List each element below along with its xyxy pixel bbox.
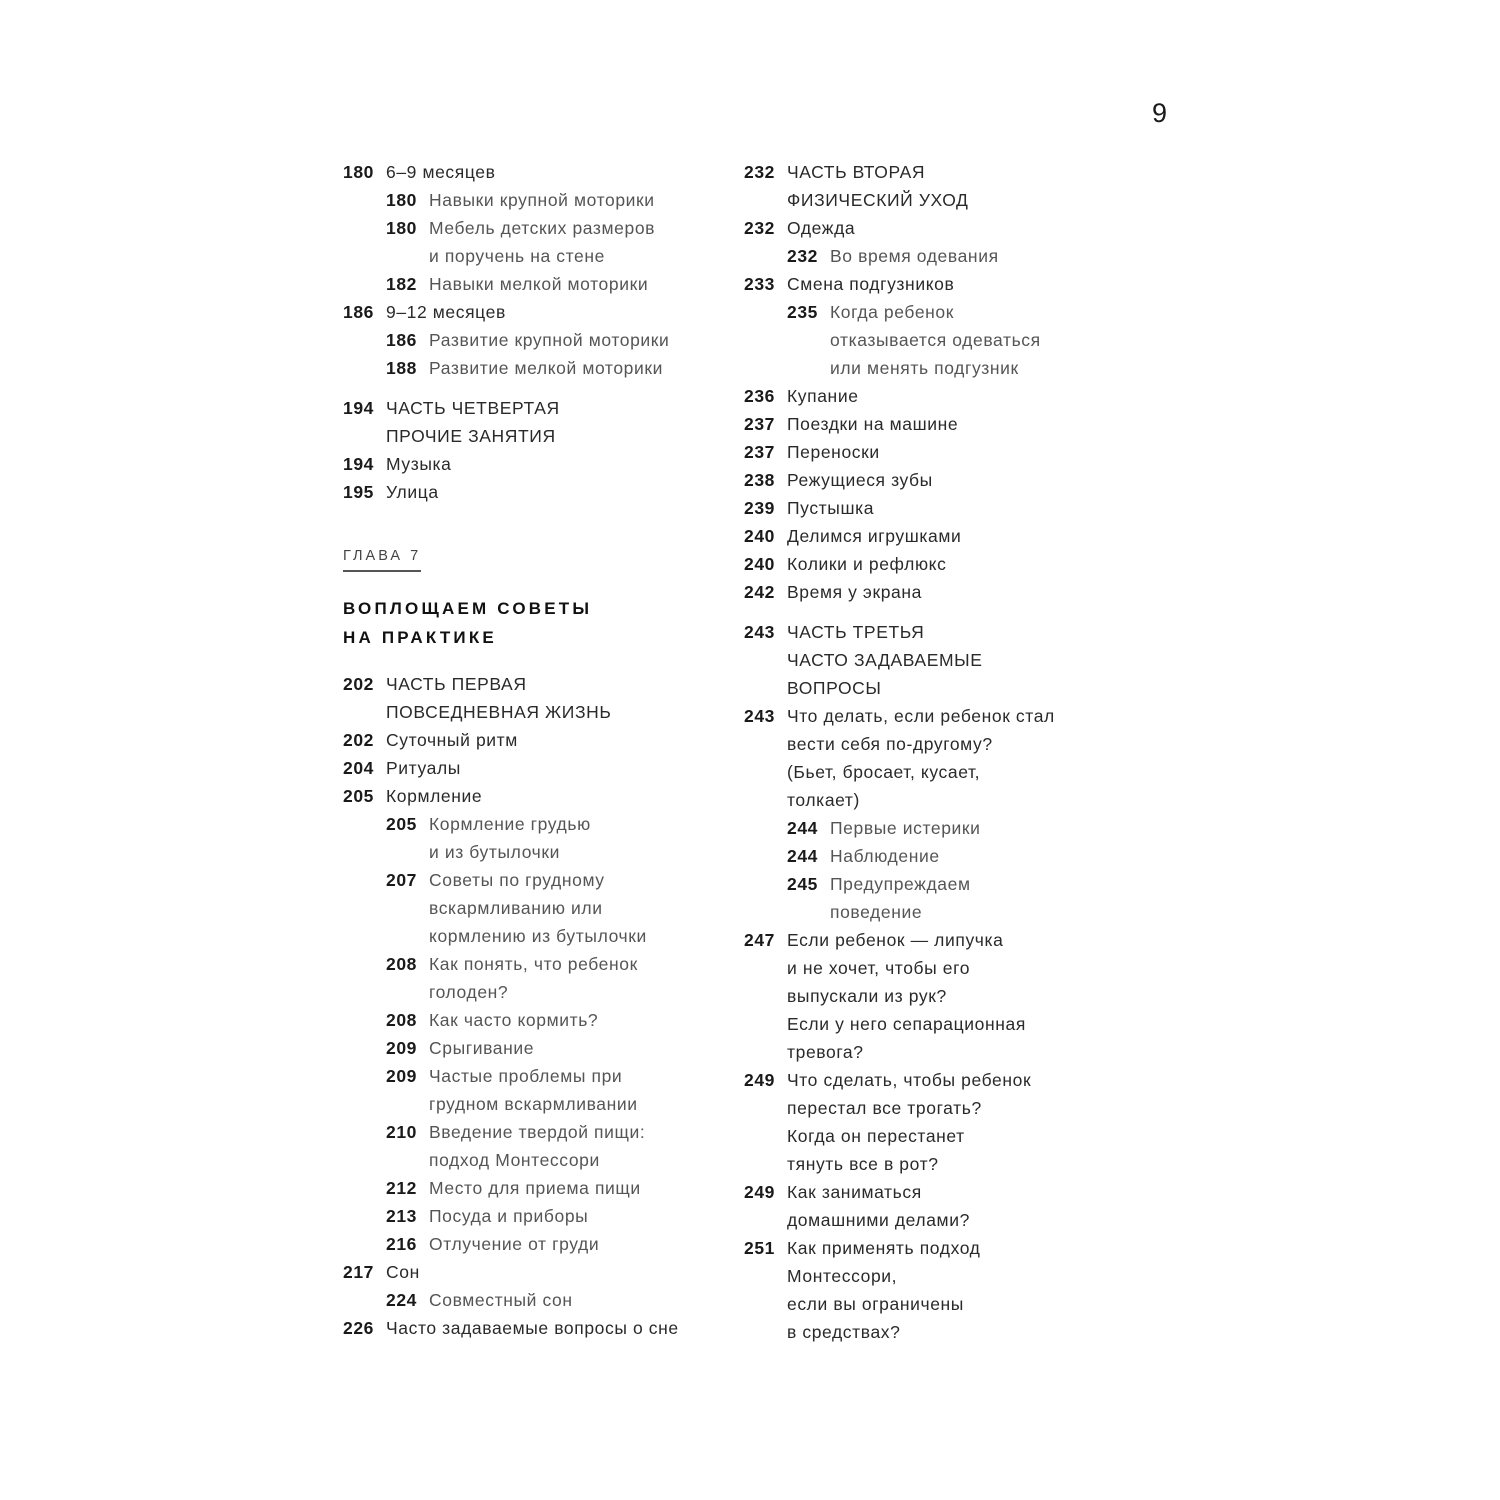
toc-title-line: если вы ограничены <box>787 1294 964 1314</box>
toc-title-line: Совместный сон <box>429 1290 573 1310</box>
toc-title <box>787 1234 1134 1346</box>
toc-title <box>787 578 1134 606</box>
toc-title <box>429 1006 733 1034</box>
toc-title-line: Сон <box>386 1262 420 1282</box>
toc-page-number: 232 <box>787 246 818 266</box>
toc-title <box>787 550 1134 578</box>
toc-title-line: грудном вскармливании <box>429 1094 638 1114</box>
toc-title-line: Предупреждаем <box>830 874 971 894</box>
toc-title <box>386 450 733 478</box>
toc-title-line: и не хочет, чтобы его <box>787 958 971 978</box>
toc-page-number: 239 <box>744 498 775 518</box>
toc-entry <box>744 410 1134 438</box>
toc-entry <box>744 270 1134 298</box>
toc-entry <box>343 754 733 782</box>
toc-title <box>429 1062 733 1118</box>
toc-title-line: ЧАСТЬ ТРЕТЬЯ <box>787 622 925 642</box>
toc-right-column <box>744 158 1134 1346</box>
toc-title <box>787 438 1134 466</box>
toc-title-line: Навыки крупной моторики <box>429 190 655 210</box>
toc-entry <box>343 450 733 478</box>
toc-subentry <box>386 270 733 298</box>
toc-title <box>429 270 733 298</box>
toc-entry <box>744 702 1134 814</box>
toc-title-line: Если у него сепарационная <box>787 1014 1026 1034</box>
toc-subentry <box>787 242 1134 270</box>
toc-title-line: или менять подгузник <box>830 358 1019 378</box>
toc-title-line: 9–12 месяцев <box>386 302 506 322</box>
toc-page-number: 182 <box>386 274 417 294</box>
toc-entry <box>744 1234 1134 1346</box>
toc-subentry <box>386 1174 733 1202</box>
toc-entry <box>343 158 733 186</box>
toc-group <box>343 158 733 382</box>
toc-title-line: Суточный ритм <box>386 730 518 750</box>
toc-subentry <box>386 1034 733 1062</box>
toc-entry <box>744 382 1134 410</box>
toc-title <box>830 870 1134 926</box>
toc-entry <box>343 782 733 810</box>
toc-group <box>343 394 733 506</box>
toc-title-line: вскармливанию или <box>429 898 603 918</box>
toc-page-number: 245 <box>787 874 818 894</box>
toc-title <box>429 1202 733 1230</box>
toc-title-line: Что делать, если ребенок стал <box>787 706 1055 726</box>
toc-title-line: вести себя по-другому? <box>787 734 993 754</box>
toc-title <box>386 158 733 186</box>
toc-title-line: в средствах? <box>787 1322 901 1342</box>
toc-subentry <box>787 298 1134 382</box>
toc-title <box>830 814 1134 842</box>
toc-title-line: Когда ребенок <box>830 302 955 322</box>
toc-entry <box>744 494 1134 522</box>
toc-title <box>830 298 1134 382</box>
toc-title <box>429 354 733 382</box>
toc-title <box>787 214 1134 242</box>
toc-title-line: Музыка <box>386 454 452 474</box>
toc-page-number: 202 <box>343 730 374 750</box>
chapter-title-line: НА ПРАКТИКЕ <box>343 628 497 647</box>
toc-title-line: Введение твердой пищи: <box>429 1122 646 1142</box>
toc-title-line: Как часто кормить? <box>429 1010 599 1030</box>
toc-title-line: Одежда <box>787 218 856 238</box>
toc-title-line: Когда он перестанет <box>787 1126 965 1146</box>
toc-page-number: 235 <box>787 302 818 322</box>
toc-title-line: ФИЗИЧЕСКИЙ УХОД <box>787 190 969 210</box>
toc-title-line: Частые проблемы при <box>429 1066 623 1086</box>
toc-page-number: 226 <box>343 1318 374 1338</box>
toc-title-line: и из бутылочки <box>429 842 560 862</box>
toc-page-number: 247 <box>744 930 775 950</box>
toc-title-line: Пустышка <box>787 498 875 518</box>
toc-title <box>787 522 1134 550</box>
toc-title <box>787 158 1134 214</box>
toc-title-line: Улица <box>386 482 439 502</box>
toc-page-number: 240 <box>744 526 775 546</box>
toc-page-number: 209 <box>386 1066 417 1086</box>
toc-page-number: 232 <box>744 162 775 182</box>
toc-page-number: 238 <box>744 470 775 490</box>
toc-title <box>429 810 733 866</box>
toc-title <box>787 410 1134 438</box>
toc-entry <box>744 550 1134 578</box>
toc-title <box>787 1066 1134 1178</box>
toc-title <box>787 1178 1134 1234</box>
toc-entry <box>744 466 1134 494</box>
toc-group <box>744 158 1134 606</box>
toc-entry <box>744 1066 1134 1178</box>
toc-subentry <box>787 814 1134 842</box>
toc-entry <box>744 438 1134 466</box>
toc-page-number: 212 <box>386 1178 417 1198</box>
toc-page-number: 233 <box>744 274 775 294</box>
toc-title-line: Часто задаваемые вопросы о сне <box>386 1318 679 1338</box>
toc-subentry <box>386 214 733 270</box>
toc-page-number: 180 <box>386 190 417 210</box>
toc-page-number: 208 <box>386 1010 417 1030</box>
toc-title-line: толкает) <box>787 790 860 810</box>
toc-entry <box>744 522 1134 550</box>
toc-page-number: 194 <box>343 454 374 474</box>
toc-title <box>429 866 733 950</box>
toc-title-line: отказывается одеваться <box>830 330 1041 350</box>
toc-title-line: Развитие мелкой моторики <box>429 358 663 378</box>
toc-title-line: ВОПРОСЫ <box>787 678 882 698</box>
toc-title-line: тревога? <box>787 1042 864 1062</box>
toc-page-number: 237 <box>744 442 775 462</box>
toc-title-line: ПРОЧИЕ ЗАНЯТИЯ <box>386 426 556 446</box>
toc-title <box>386 754 733 782</box>
toc-page-number: 205 <box>386 814 417 834</box>
toc-page-number: 240 <box>744 554 775 574</box>
toc-page-number: 243 <box>744 706 775 726</box>
toc-title <box>429 1034 733 1062</box>
toc-title <box>386 478 733 506</box>
toc-title <box>787 702 1134 814</box>
toc-subentry <box>386 1286 733 1314</box>
toc-entry <box>343 1258 733 1286</box>
toc-page-number: 236 <box>744 386 775 406</box>
toc-entry <box>343 1314 733 1342</box>
toc-title-line: Ритуалы <box>386 758 461 778</box>
toc-page-number: 210 <box>386 1122 417 1142</box>
toc-title-line: Смена подгузников <box>787 274 955 294</box>
toc-title <box>429 950 733 1006</box>
toc-subentry <box>787 842 1134 870</box>
toc-title-line: Как применять подход <box>787 1238 981 1258</box>
toc-subentry <box>386 354 733 382</box>
toc-title <box>787 494 1134 522</box>
toc-title-line: Место для приема пищи <box>429 1178 641 1198</box>
toc-page-number: 180 <box>343 162 374 182</box>
page-number: 9 <box>1152 98 1168 128</box>
toc-group <box>343 670 733 1342</box>
toc-title-line: перестал все трогать? <box>787 1098 982 1118</box>
toc-title-line: тянуть все в рот? <box>787 1154 939 1174</box>
toc-title-line: голоден? <box>429 982 509 1002</box>
toc-title-line: 6–9 месяцев <box>386 162 496 182</box>
toc-title <box>386 670 733 726</box>
toc-page-number: 244 <box>787 818 818 838</box>
toc-title-line: ЧАСТЬ ВТОРАЯ <box>787 162 926 182</box>
toc-title <box>386 298 733 326</box>
toc-title <box>386 782 733 810</box>
toc-title-line: Кормление грудью <box>429 814 591 834</box>
toc-title-line: ЧАСТЬ ПЕРВАЯ <box>386 674 527 694</box>
toc-entry <box>744 158 1134 214</box>
chapter-title <box>343 594 733 652</box>
toc-title-line: Наблюдение <box>830 846 940 866</box>
toc-page-number: 216 <box>386 1234 417 1254</box>
toc-page-number: 202 <box>343 674 374 694</box>
toc-title <box>830 242 1134 270</box>
toc-title <box>830 842 1134 870</box>
toc-title <box>386 1258 733 1286</box>
toc-entry <box>343 298 733 326</box>
toc-title-line: Поездки на машине <box>787 414 959 434</box>
toc-page-number: 204 <box>343 758 374 778</box>
toc-subentry <box>386 186 733 214</box>
toc-entry <box>744 1178 1134 1234</box>
toc-title <box>386 726 733 754</box>
toc-page-number: 208 <box>386 954 417 974</box>
toc-page-number: 195 <box>343 482 374 502</box>
toc-title-line: ПОВСЕДНЕВНАЯ ЖИЗНЬ <box>386 702 612 722</box>
toc-entry <box>744 618 1134 702</box>
toc-entry <box>744 214 1134 242</box>
toc-title-line: выпускали из рук? <box>787 986 947 1006</box>
toc-entry <box>343 670 733 726</box>
toc-title <box>429 1230 733 1258</box>
toc-entry <box>744 578 1134 606</box>
toc-title-line: кормлению из бутылочки <box>429 926 647 946</box>
toc-title-line: Режущиеся зубы <box>787 470 933 490</box>
toc-title-line: ЧАСТЬ ЧЕТВЕРТАЯ <box>386 398 560 418</box>
toc-page-number: 232 <box>744 218 775 238</box>
toc-title <box>429 326 733 354</box>
toc-title <box>429 1118 733 1174</box>
toc-page-number: 237 <box>744 414 775 434</box>
toc-page-number: 194 <box>343 398 374 418</box>
toc-title-line: Что сделать, чтобы ребенок <box>787 1070 1032 1090</box>
toc-title-line: (Бьет, бросает, кусает, <box>787 762 981 782</box>
toc-page-number: 251 <box>744 1238 775 1258</box>
toc-title-line: Развитие крупной моторики <box>429 330 670 350</box>
toc-title-line: Первые истерики <box>830 818 981 838</box>
toc-entry <box>343 726 733 754</box>
toc-title-line: ЧАСТО ЗАДАВАЕМЫЕ <box>787 650 983 670</box>
toc-left-column <box>343 158 733 1342</box>
toc-title-line: Советы по грудному <box>429 870 605 890</box>
toc-title <box>386 1314 733 1342</box>
toc-page-number: 243 <box>744 622 775 642</box>
toc-title-line: Отлучение от груди <box>429 1234 600 1254</box>
toc-title-line: Переноски <box>787 442 880 462</box>
toc-title-line: подход Монтессори <box>429 1150 600 1170</box>
toc-title-line: Если ребенок — липучка <box>787 930 1004 950</box>
toc-title-line: Как понять, что ребенок <box>429 954 638 974</box>
toc-title-line: Монтессори, <box>787 1266 898 1286</box>
toc-page-number: 224 <box>386 1290 417 1310</box>
toc-subentry <box>386 326 733 354</box>
toc-entry <box>744 926 1134 1066</box>
toc-title <box>787 618 1134 702</box>
toc-title <box>429 186 733 214</box>
toc-title-line: домашними делами? <box>787 1210 970 1230</box>
toc-title <box>429 214 733 270</box>
toc-title <box>787 466 1134 494</box>
toc-subentry <box>787 870 1134 926</box>
toc-subentry <box>386 1006 733 1034</box>
toc-title-line: Мебель детских размеров <box>429 218 656 238</box>
toc-title-line: поведение <box>830 902 923 922</box>
toc-title-line: Время у экрана <box>787 582 922 602</box>
toc-subentry <box>386 950 733 1006</box>
toc-title <box>386 394 733 450</box>
toc-title-line: Посуда и приборы <box>429 1206 589 1226</box>
toc-page-number: 242 <box>744 582 775 602</box>
toc-title-line: Купание <box>787 386 859 406</box>
chapter-label: ГЛАВА 7 <box>343 548 421 572</box>
toc-page-number: 249 <box>744 1182 775 1202</box>
toc-title <box>787 270 1134 298</box>
chapter-title-line: ВОПЛОЩАЕМ СОВЕТЫ <box>343 599 593 618</box>
toc-title-line: Срыгивание <box>429 1038 535 1058</box>
toc-title <box>787 382 1134 410</box>
toc-group <box>744 618 1134 1346</box>
toc-title-line: Делимся игрушками <box>787 526 962 546</box>
toc-page-number: 249 <box>744 1070 775 1090</box>
toc-title-line: и поручень на стене <box>429 246 605 266</box>
toc-title-line: Кормление <box>386 786 483 806</box>
toc-title-line: Навыки мелкой моторики <box>429 274 649 294</box>
toc-page-number: 186 <box>386 330 417 350</box>
toc-page-number: 205 <box>343 786 374 806</box>
toc-subentry <box>386 1230 733 1258</box>
toc-title <box>429 1286 733 1314</box>
toc-title <box>787 926 1134 1066</box>
toc-subentry <box>386 866 733 950</box>
toc-page-number: 244 <box>787 846 818 866</box>
toc-page-number: 180 <box>386 218 417 238</box>
toc-title-line: Во время одевания <box>830 246 999 266</box>
toc-page-number: 207 <box>386 870 417 890</box>
toc-subentry <box>386 1062 733 1118</box>
toc-page-number: 188 <box>386 358 417 378</box>
toc-title-line: Колики и рефлюкс <box>787 554 947 574</box>
toc-page-number: 213 <box>386 1206 417 1226</box>
toc-entry <box>343 478 733 506</box>
toc-page-number: 186 <box>343 302 374 322</box>
toc-subentry <box>386 1202 733 1230</box>
toc-page-number: 217 <box>343 1262 374 1282</box>
toc-entry <box>343 394 733 450</box>
toc-subentry <box>386 810 733 866</box>
toc-title <box>429 1174 733 1202</box>
toc-subentry <box>386 1118 733 1174</box>
toc-page-number: 209 <box>386 1038 417 1058</box>
toc-title-line: Как заниматься <box>787 1182 922 1202</box>
